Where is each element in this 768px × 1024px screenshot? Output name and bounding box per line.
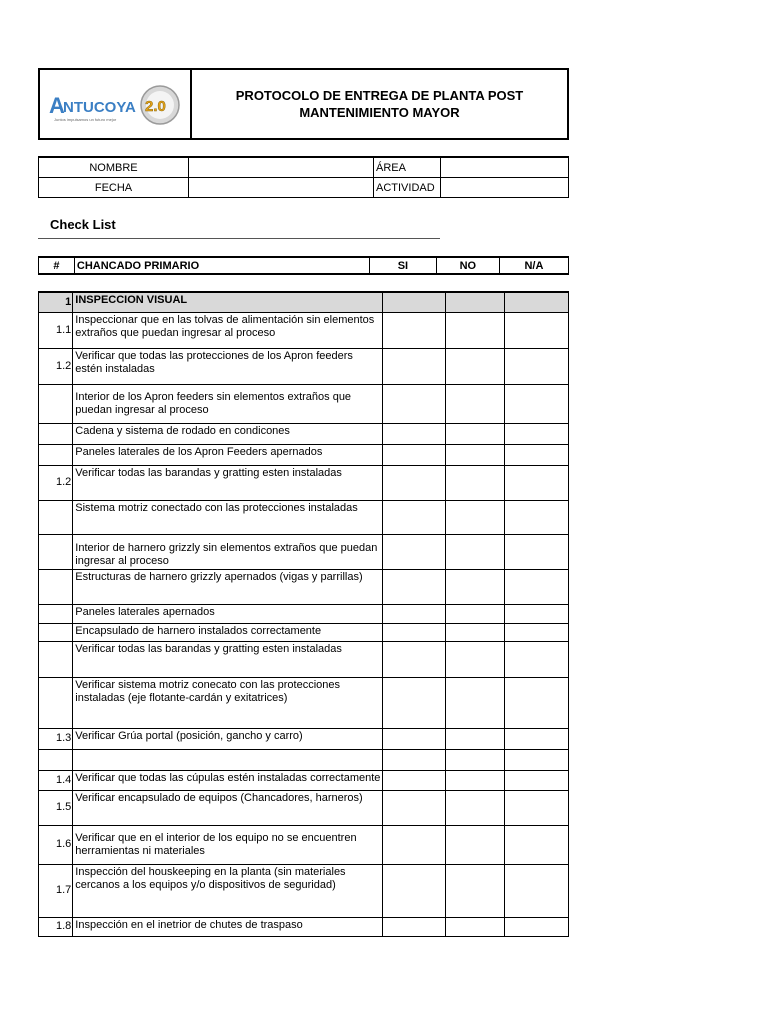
si-cell[interactable] [383, 641, 445, 677]
no-cell[interactable] [445, 534, 504, 569]
na-cell[interactable] [504, 465, 568, 500]
table-row [39, 641, 569, 677]
logo-tagline: Juntos impulsamos un futuro mejor [54, 117, 117, 122]
na-cell[interactable] [504, 312, 568, 348]
table-row [39, 534, 569, 569]
si-cell[interactable] [383, 348, 445, 384]
row-number: 1.1 [39, 312, 73, 348]
no-cell[interactable] [445, 917, 504, 936]
logo-cell [40, 70, 192, 138]
na-cell[interactable] [504, 569, 568, 604]
na-cell[interactable] [504, 864, 568, 917]
table-row [39, 312, 569, 348]
row-number [39, 534, 73, 569]
na-cell[interactable] [504, 641, 568, 677]
row-text: Verificar todas las barandas y gratting esten instaladas [73, 465, 383, 500]
no-cell[interactable] [445, 312, 504, 348]
row-text: Interior de harnero grizzly sin elementos extraños que puedan ingresar al proceso [73, 534, 383, 569]
document-header [38, 68, 569, 140]
row-text-inner: Verificar que todas las cúpulas estén instaladas correctamente [75, 771, 381, 784]
row-number: 1.4 [39, 770, 73, 790]
logo-version: 2.0 [145, 98, 166, 115]
na-cell[interactable] [504, 917, 568, 936]
no-cell[interactable] [445, 569, 504, 604]
table-row [39, 465, 569, 500]
col-num: # [39, 257, 75, 274]
row-text: INSPECCION VISUAL [73, 292, 383, 312]
fecha-label: FECHA [39, 178, 189, 198]
column-header [38, 256, 569, 275]
row-text: Verificar sistema motriz conecato con las protecciones instaladas (eje flotante-cardán y exitatrices) [73, 677, 383, 728]
no-cell[interactable] [445, 728, 504, 749]
table-row [39, 728, 569, 749]
checklist-table [38, 291, 569, 937]
na-cell[interactable] [504, 790, 568, 825]
row-text: Cadena y sistema de rodado en condicones [73, 423, 383, 444]
row-number [39, 641, 73, 677]
na-cell[interactable] [504, 500, 568, 534]
row-number [39, 677, 73, 728]
row-number: 1 [39, 292, 73, 312]
table-row [39, 569, 569, 604]
table-row [39, 384, 569, 423]
checklist-title: Check List [50, 217, 116, 232]
row-number [39, 749, 73, 770]
si-cell[interactable] [383, 825, 445, 864]
na-cell[interactable] [504, 825, 568, 864]
na-cell[interactable] [504, 677, 568, 728]
antucoya-logo [40, 70, 186, 138]
no-cell[interactable] [445, 677, 504, 728]
row-text: Sistema motriz conectado con las protecciones instaladas [73, 500, 383, 534]
no-cell[interactable] [445, 623, 504, 641]
no-cell[interactable] [445, 348, 504, 384]
row-text [73, 770, 383, 790]
table-row [39, 790, 569, 825]
col-si: SI [370, 257, 437, 274]
si-cell[interactable] [383, 569, 445, 604]
row-text: Estructuras de harnero grizzly apernados (vigas y parrillas) [73, 569, 383, 604]
si-cell[interactable] [383, 444, 445, 465]
row-number [39, 444, 73, 465]
row-number: 1.6 [39, 825, 73, 864]
no-cell[interactable] [445, 790, 504, 825]
table-row [39, 677, 569, 728]
table-row [39, 749, 569, 770]
row-text: Verificar que todas las protecciones de los Apron feeders estén instaladas [73, 348, 383, 384]
row-number: 1.3 [39, 728, 73, 749]
na-cell[interactable] [504, 728, 568, 749]
na-cell[interactable] [504, 444, 568, 465]
si-cell[interactable] [383, 864, 445, 917]
row-number [39, 623, 73, 641]
table-row [39, 623, 569, 641]
no-cell[interactable] [445, 292, 504, 312]
actividad-field[interactable] [441, 178, 569, 198]
row-text: Encapsulado de harnero instalados correctamente [73, 623, 383, 641]
si-cell[interactable] [383, 384, 445, 423]
table-row [39, 770, 569, 790]
row-text [73, 749, 383, 770]
no-cell[interactable] [445, 384, 504, 423]
na-cell[interactable] [504, 623, 568, 641]
na-cell[interactable] [504, 604, 568, 623]
row-number [39, 423, 73, 444]
row-number: 1.2 [39, 465, 73, 500]
row-text: Verificar Grúa portal (posición, gancho y carro) [73, 728, 383, 749]
si-cell[interactable] [383, 534, 445, 569]
area-label: ÁREA [374, 157, 441, 178]
na-cell[interactable] [504, 749, 568, 770]
row-text: Verificar que en el interior de los equipo no se encuentren herramientas ni materiales [73, 825, 383, 864]
row-text: Inspección en el inetrior de chutes de traspaso [73, 917, 383, 936]
col-na: N/A [499, 257, 568, 274]
na-cell[interactable] [504, 348, 568, 384]
no-cell[interactable] [445, 749, 504, 770]
si-cell[interactable] [383, 790, 445, 825]
checklist-divider [38, 238, 440, 239]
si-cell[interactable] [383, 292, 445, 312]
row-number: 1.5 [39, 790, 73, 825]
col-no: NO [436, 257, 499, 274]
no-cell[interactable] [445, 641, 504, 677]
si-cell[interactable] [383, 312, 445, 348]
row-number: 1.8 [39, 917, 73, 936]
si-cell[interactable] [383, 423, 445, 444]
table-row [39, 864, 569, 917]
title-line-1: PROTOCOLO DE ENTREGA DE PLANTA POST [235, 88, 524, 103]
table-row [39, 825, 569, 864]
table-row [39, 604, 569, 623]
na-cell[interactable] [504, 384, 568, 423]
no-cell[interactable] [445, 465, 504, 500]
table-row [39, 500, 569, 534]
si-cell[interactable] [383, 728, 445, 749]
row-number: 1.7 [39, 864, 73, 917]
no-cell[interactable] [445, 770, 504, 790]
no-cell[interactable] [445, 500, 504, 534]
row-number [39, 569, 73, 604]
table-row [39, 423, 569, 444]
row-text: Inspeccionar que en las tolvas de alimentación sin elementos extraños que puedan ingresar al proceso [73, 312, 383, 348]
info-table [38, 156, 569, 198]
row-text: Verificar encapsulado de equipos (Chancadores, harneros) [73, 790, 383, 825]
nombre-label: NOMBRE [39, 157, 189, 178]
na-cell[interactable] [504, 423, 568, 444]
actividad-label: ACTIVIDAD [374, 178, 441, 198]
fecha-field[interactable] [189, 178, 374, 198]
row-text: Paneles laterales de los Apron Feeders apernados [73, 444, 383, 465]
logo-letter: A [49, 93, 65, 118]
document-title [192, 70, 567, 138]
row-text: Paneles laterales apernados [73, 604, 383, 623]
row-number [39, 384, 73, 423]
row-number: 1.2 [39, 348, 73, 384]
title-line-2: MANTENIMIENTO MAYOR [299, 105, 460, 120]
si-cell[interactable] [383, 677, 445, 728]
na-cell[interactable] [504, 770, 568, 790]
row-text: Inspección del houskeeping en la planta (sin materiales cercanos a los equipos y/o dispositivos de seguridad) [73, 864, 383, 917]
no-cell[interactable] [445, 423, 504, 444]
row-number [39, 604, 73, 623]
si-cell[interactable] [383, 604, 445, 623]
logo-text: NTUCOYA [63, 99, 136, 116]
si-cell[interactable] [383, 917, 445, 936]
no-cell[interactable] [445, 825, 504, 864]
area-field[interactable] [441, 157, 569, 178]
si-cell[interactable] [383, 465, 445, 500]
na-cell[interactable] [504, 292, 568, 312]
section-row [39, 292, 569, 312]
nombre-field[interactable] [189, 157, 374, 178]
si-cell[interactable] [383, 770, 445, 790]
col-section: CHANCADO PRIMARIO [74, 257, 369, 274]
si-cell[interactable] [383, 623, 445, 641]
no-cell[interactable] [445, 604, 504, 623]
no-cell[interactable] [445, 864, 504, 917]
table-row [39, 917, 569, 936]
si-cell[interactable] [383, 500, 445, 534]
na-cell[interactable] [504, 534, 568, 569]
table-row [39, 348, 569, 384]
table-row [39, 444, 569, 465]
row-text: Verificar todas las barandas y gratting esten instaladas [73, 641, 383, 677]
row-number [39, 500, 73, 534]
row-text: Interior de los Apron feeders sin elementos extraños que puedan ingresar al proceso [73, 384, 383, 423]
si-cell[interactable] [383, 749, 445, 770]
no-cell[interactable] [445, 444, 504, 465]
